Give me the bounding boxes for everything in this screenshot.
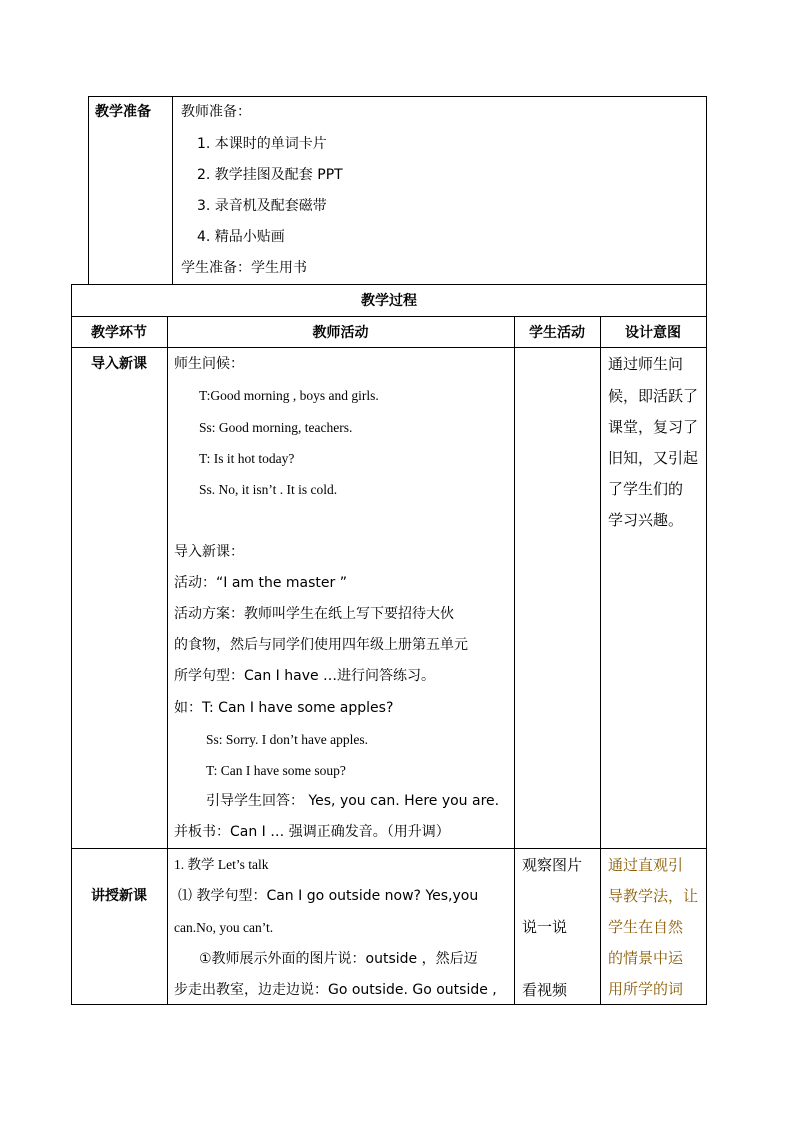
lesson-label: 讲授新课 bbox=[91, 888, 147, 904]
intro-intent-line: 了学生们的 bbox=[608, 480, 684, 498]
lesson-intent-line: 导教学法，让 bbox=[608, 887, 699, 905]
lesson-line: ⑴ 教学句型：Can I go outside now? Yes,you bbox=[178, 888, 479, 904]
student-activity-line: 看视频 bbox=[522, 981, 568, 999]
intro-label: 导入新课 bbox=[91, 356, 147, 372]
intro-line: 的食物，然后与同学们使用四年级上册第五单元 bbox=[174, 637, 468, 653]
intro-line: 活动：“I am the master ” bbox=[174, 575, 347, 591]
student-prep: 学生准备：学生用书 bbox=[181, 260, 307, 276]
header-teacher-activity: 教师活动 bbox=[312, 325, 369, 341]
intro-line: 如：T: Can I have some apples? bbox=[174, 700, 394, 716]
intro-intent-line: 课堂，复习了 bbox=[608, 418, 699, 436]
intro-line: Ss. No, it isn’t . It is cold. bbox=[199, 482, 338, 497]
lesson-intent-line: 用所学的词 bbox=[608, 980, 684, 998]
intro-intent-line: 学习兴趣。 bbox=[608, 511, 684, 529]
intro-intent-line: 候，即活跃了 bbox=[608, 387, 699, 405]
intro-line: T: Can I have some soup? bbox=[206, 763, 346, 778]
lesson-intent-line: 的情景中运 bbox=[608, 949, 684, 967]
header-stage: 教学环节 bbox=[91, 325, 147, 341]
intro-line: Ss: Good morning, teachers. bbox=[199, 420, 353, 435]
prep-item-3: 3. 录音机及配套磁带 bbox=[197, 198, 327, 214]
lesson-intent-line: 学生在自然 bbox=[608, 918, 684, 936]
lesson-intent-line: 通过直观引 bbox=[608, 856, 684, 874]
intro-line: 引导学生回答： Yes, you can. Here you are. bbox=[206, 793, 500, 809]
prep-label: 教学准备 bbox=[95, 104, 151, 120]
intro-intent-line: 旧知，又引起 bbox=[608, 449, 699, 467]
header-student-activity: 学生活动 bbox=[529, 325, 585, 341]
intro-line: T:Good morning , boys and girls. bbox=[199, 388, 379, 403]
student-activity-line: 说一说 bbox=[522, 918, 568, 936]
student-activity-line: 观察图片 bbox=[522, 856, 583, 874]
teacher-prep-heading: 教师准备： bbox=[181, 104, 251, 120]
intro-line: 并板书：Can I … 强调正确发音。（用升调） bbox=[174, 824, 450, 840]
intro-line: Ss: Sorry. I don’t have apples. bbox=[206, 732, 368, 747]
prep-item-2: 2. 教学挂图及配套 PPT bbox=[197, 167, 343, 183]
lesson-line: 1. 教学 Let’s talk bbox=[174, 857, 269, 872]
prep-item-4: 4. 精品小贴画 bbox=[197, 229, 285, 245]
intro-line: 师生问候： bbox=[174, 356, 244, 372]
intro-line: 所学句型：Can I have …进行问答练习。 bbox=[174, 668, 436, 684]
prep-item-1: 1. 本课时的单词卡片 bbox=[197, 136, 327, 152]
process-title: 教学过程 bbox=[361, 293, 417, 309]
lesson-line: ①教师展示外面的图片说：outside ，然后迈 bbox=[199, 951, 478, 967]
intro-line: T: Is it hot today? bbox=[199, 451, 295, 466]
header-design-intent: 设计意图 bbox=[625, 325, 681, 341]
lesson-line: can.No, you can’t. bbox=[174, 920, 274, 935]
lesson-line: 步走出教室，边走边说：Go outside. Go outside , bbox=[174, 982, 497, 998]
intro-line: 导入新课： bbox=[174, 544, 244, 560]
intro-intent-line: 通过师生问 bbox=[608, 355, 684, 373]
intro-line: 活动方案：教师叫学生在纸上写下要招待大伙 bbox=[174, 606, 454, 622]
